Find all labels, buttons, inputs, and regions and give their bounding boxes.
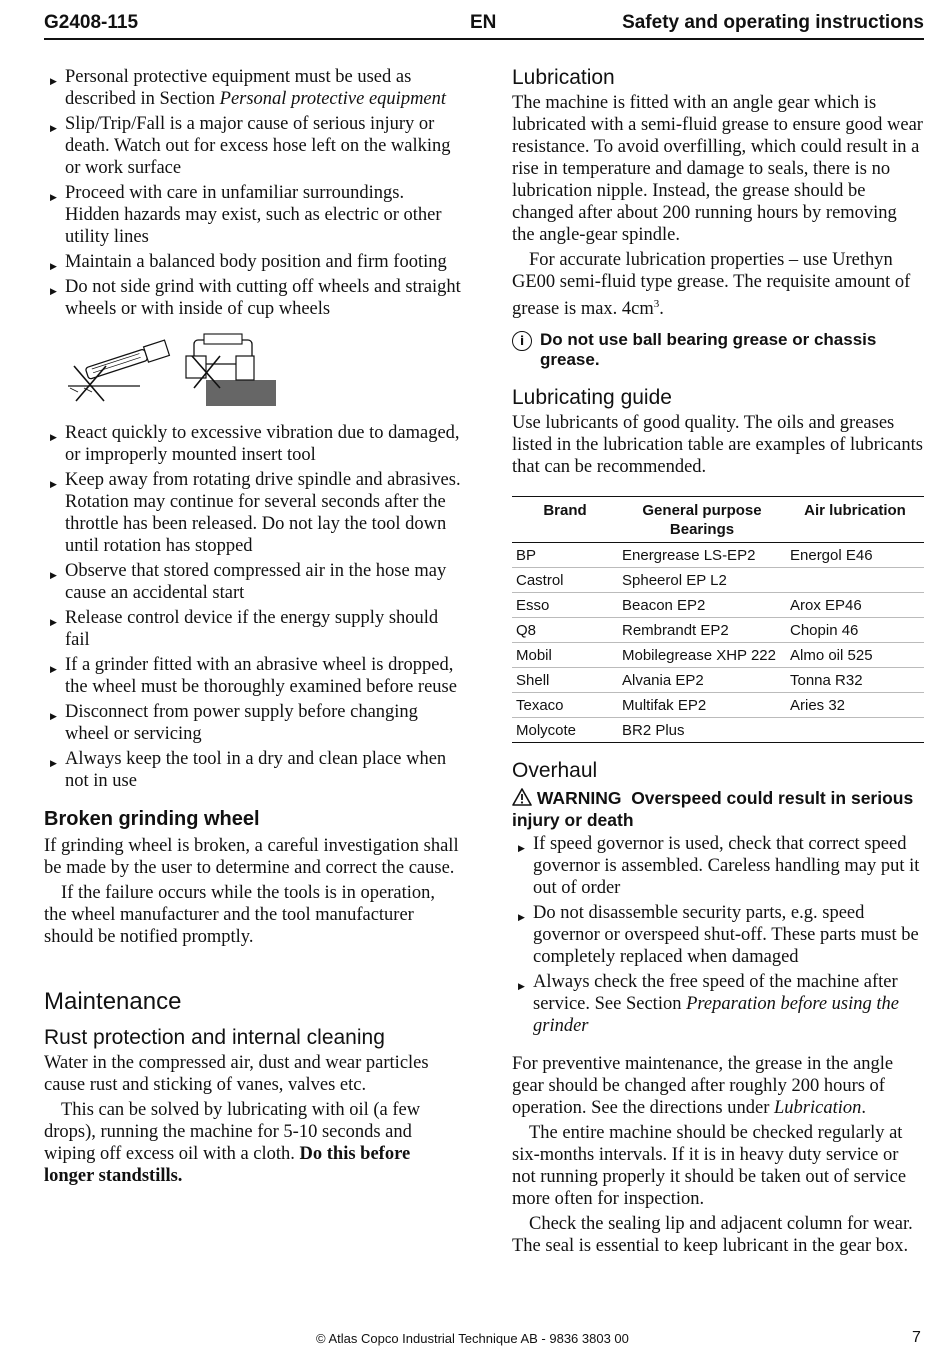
table-header-row <box>512 497 924 543</box>
list-item: ▶ Always keep the tool in a dry and clean place when not in use <box>44 748 462 792</box>
copyright-text: © Atlas Copco Industrial Technique AB - 9836 3803 00 <box>316 1331 629 1346</box>
lubrication-heading: Lubrication <box>512 66 615 89</box>
table-row: Castrol Spheerol EP L2 <box>512 568 924 593</box>
lubrication-paragraph: For accurate lubrication properties – use Urethyn GE00 semi-fluid type grease. The requisite amount of grease is max. $4cm^3$. <box>512 250 911 320</box>
rust-protection-heading: Rust protection and internal cleaning <box>44 1026 385 1049</box>
list-item: ▶ Always check the free speed of the machine after service. See Section Preparation before using the grinder <box>512 971 924 1037</box>
right-column <box>512 66 924 1260</box>
rust-paragraph: This can be solved by lubricating with oil (a few drops), running the machine for 5-10 seconds and wiping off excess oil with a cloth. Do this before longer standstills. <box>44 1100 421 1186</box>
broken-wheel-paragraph: If grinding wheel is broken, a careful investigation shall be made by the user to determine and correct the cause. <box>44 836 459 878</box>
overhaul-paragraph: Check the sealing lip and adjacent column for wear. The seal is essential to keep lubricant in the gear box. <box>512 1214 913 1257</box>
list-item: ▶ If a grinder fitted with an abrasive wheel is dropped, the wheel must be thoroughly examined before reuse <box>44 654 462 698</box>
maintenance-heading: Maintenance <box>44 988 182 1015</box>
overhaul-paragraph: The entire machine should be checked regularly at six-months intervals. If it is in heavy duty service or not running properly it should be taken out of service more often for inspection. <box>512 1123 907 1210</box>
list-item: ▶ Keep away from rotating drive spindle and abrasives. Rotation may continue for several seconds after the throttle has been released. Do not lay the tool down until rotation has stopped <box>44 469 462 557</box>
overhaul-heading: Overhaul <box>512 759 598 783</box>
list-item: ▶ Proceed with care in unfamiliar surroundings. Hidden hazards may exist, such as electric or other utility lines <box>44 182 462 248</box>
list-item: ▶ Slip/Trip/Fall is a major cause of serious injury or death. Watch out for excess hose left on the walking or work surface <box>44 113 462 179</box>
warning-text: Overspeed could result in serious injury or death <box>512 788 914 831</box>
table-row: Esso Beacon EP2 Arox EP46 <box>512 593 924 618</box>
table-row: Shell Alvania EP2 Tonna R32 <box>512 668 924 693</box>
lubricating-guide-heading: Lubricating guide <box>512 386 672 410</box>
overspeed-warning <box>512 787 924 831</box>
lubrication-table <box>512 496 924 743</box>
safety-list-a <box>44 66 462 320</box>
broken-wheel-heading: Broken grinding wheel <box>44 808 260 830</box>
table-row: Mobil Mobilegrease XHP 222 Almo oil 525 <box>512 643 924 668</box>
list-item: ▶ Maintain a balanced body position and firm footing <box>44 251 462 273</box>
lubrication-paragraph: The machine is fitted with an angle gear which is lubricated with a semi-fluid grease to ensure good wear resistance. To avoid overfilling, which could result in a rise in temperature and damage to seals, there is no lubrication nipple. Instead, the grease should be changed after about 200 running hours by removing the angle-gear spindle. <box>512 93 923 245</box>
header-title: Safety and operating instructions <box>622 12 924 33</box>
broken-wheel-paragraph: If the failure occurs while the tools is in operation, the wheel manufacturer and the tool manufacturer should be notified promptly. <box>44 883 436 947</box>
list-item: ▶ Do not side grind with cutting off wheels and straight wheels or with inside of cup wheels <box>44 276 462 320</box>
page-number: 7 <box>912 1329 921 1346</box>
table-row: BP Energrease LS-EP2 Energol E46 <box>512 543 924 568</box>
table-row: Texaco Multifak EP2 Aries 32 <box>512 693 924 718</box>
column-header: General purpose Bearings <box>618 497 786 543</box>
left-column <box>44 66 462 1190</box>
list-item: ▶ Disconnect from power supply before changing wheel or servicing <box>44 701 462 745</box>
page-header <box>44 10 924 40</box>
language-code: EN <box>470 12 497 33</box>
list-item: ▶ Observe that stored compressed air in the hose may cause an accidental start <box>44 560 462 604</box>
list-item: ▶ Personal protective equipment must be used as described in Section Personal protective equipment <box>44 66 462 110</box>
warning-icon <box>512 788 532 806</box>
doc-id: G2408-115 <box>44 12 139 33</box>
list-item: ▶ React quickly to excessive vibration due to damaged, or improperly mounted insert tool <box>44 422 462 466</box>
safety-list-b <box>44 422 462 792</box>
table-row: Molycote BR2 Plus <box>512 718 924 743</box>
list-item: ▶ Release control device if the energy supply should fail <box>44 607 462 651</box>
overhaul-list <box>512 833 924 1037</box>
lubricating-guide-paragraph: Use lubricants of good quality. The oils and greases listed in the lubrication table are examples of lubricants that can be recommended. <box>512 413 923 478</box>
column-header: Brand <box>512 497 618 543</box>
warning-label: WARNING <box>536 788 622 809</box>
list-item: ▶ Do not disassemble security parts, e.g. speed governor or overspeed shut-off. These parts must be completely replaced when damaged <box>512 902 924 968</box>
list-item: ▶ If speed governor is used, check that correct speed governor is assembled. Careless handling may put it out of order <box>512 833 924 899</box>
overhaul-paragraph: For preventive maintenance, the grease in the angle gear should be changed after roughly 200 hours of operation. See the directions under Lubrication. <box>512 1054 894 1119</box>
lubrication-note: i Do not use ball bearing grease or chassis grease. <box>512 330 924 370</box>
info-icon: i <box>512 331 532 351</box>
table-row: Q8 Rembrandt EP2 Chopin 46 <box>512 618 924 643</box>
side-grinding-icon <box>44 326 284 406</box>
rust-paragraph: Water in the compressed air, dust and wear particles cause rust and sticking of vanes, valves etc. <box>44 1053 429 1095</box>
grinding-illustration <box>44 326 462 422</box>
column-header: Air lubrication <box>786 497 924 543</box>
